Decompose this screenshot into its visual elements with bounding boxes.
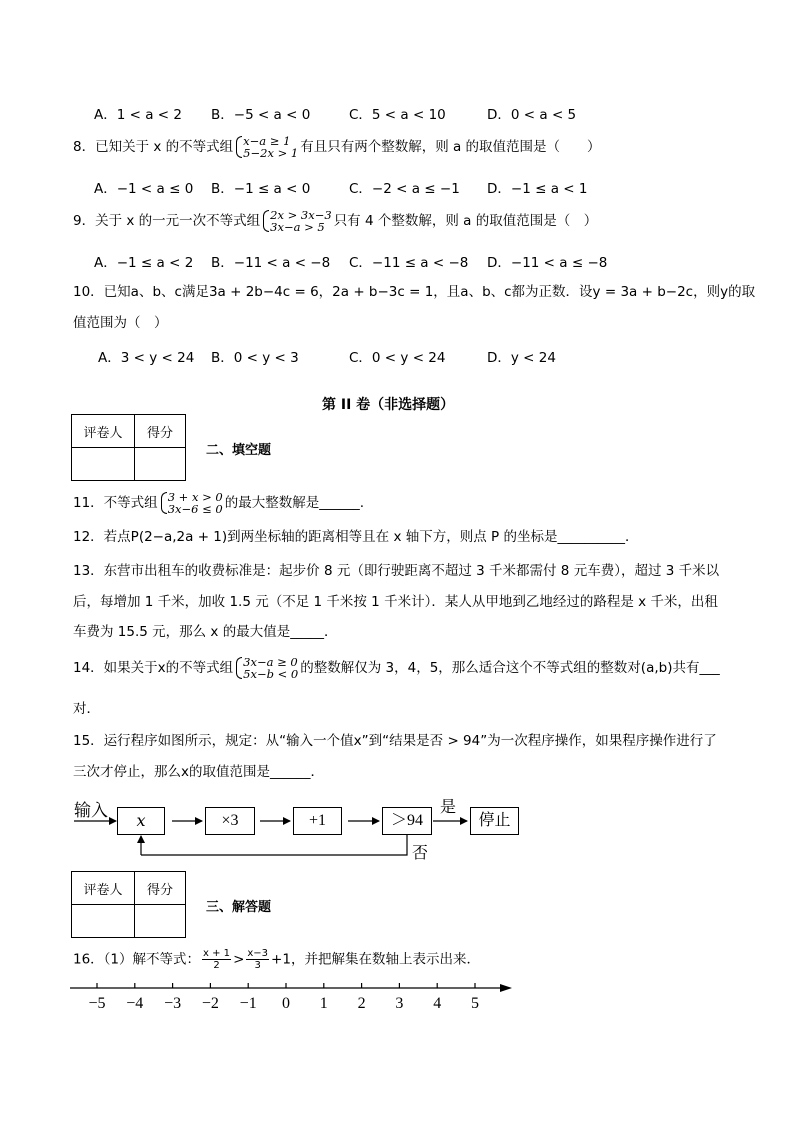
number-line-tick-label: 5 bbox=[471, 995, 479, 1012]
q8-option-b: B．−1 ≤ a < 0 bbox=[211, 181, 311, 197]
q8-option-c: C．−2 < a ≤ −1 bbox=[349, 181, 460, 197]
grader-cell bbox=[72, 905, 135, 938]
grader-col2-header: 得分 bbox=[135, 415, 186, 448]
q10-option-c: C．0 < y < 24 bbox=[349, 350, 446, 366]
number-line-tick-label: 1 bbox=[319, 995, 328, 1012]
q7-option-c: C．5 < a < 10 bbox=[349, 107, 446, 123]
q11-prefix: 11．不等式组 bbox=[73, 495, 158, 511]
flow-box-stop: 停止 bbox=[470, 807, 519, 835]
number-line bbox=[0, 970, 794, 1020]
q9-option-a: A．−1 ≤ a < 2 bbox=[94, 255, 194, 271]
q7-option-a: A．1 < a < 2 bbox=[94, 107, 182, 123]
q8-sys-line2: 5−2x > 1 bbox=[243, 146, 299, 160]
section-2-title: 第 II 卷（非选择题） bbox=[322, 397, 455, 413]
q9-sys-line1: 2x > 3x−3 bbox=[270, 208, 332, 222]
score-cell bbox=[135, 905, 186, 938]
q8-suffix: 有且只有两个整数解，则 a 的取值范围是（ ） bbox=[300, 139, 601, 155]
q16-frac2-den: 3 bbox=[254, 960, 261, 971]
q8-option-a: A．−1 < a ≤ 0 bbox=[94, 181, 194, 197]
q9-option-d: D．−11 < a ≤ −8 bbox=[487, 255, 608, 271]
number-line-arrowhead bbox=[500, 984, 512, 992]
grader-col1-header: 评卷人 bbox=[72, 872, 135, 905]
grader-col2-header: 得分 bbox=[135, 872, 186, 905]
q8-sys-line1: x−a ≥ 1 bbox=[243, 134, 291, 148]
q16-frac2-num: x−3 bbox=[247, 948, 269, 959]
number-line-tick-label: 4 bbox=[433, 995, 442, 1012]
number-line-tick-label: −2 bbox=[201, 995, 219, 1012]
q7-option-b: B．−5 < a < 0 bbox=[211, 107, 311, 123]
arrow-no-loop bbox=[141, 835, 407, 855]
number-line-tick-label: −5 bbox=[88, 995, 106, 1012]
q16-prefix: 16．（1）解不等式： bbox=[73, 951, 201, 968]
q11-suffix: 的最大整数解是______. bbox=[224, 495, 365, 511]
flow-box-x-text: x bbox=[136, 811, 146, 830]
q14-sys-line2: 5x−b < 0 bbox=[243, 667, 299, 681]
q9-option-b: B．−11 < a < −8 bbox=[211, 255, 331, 271]
q13-line3: 车费为 15.5 元，那么 x 的最大值是_____． bbox=[73, 624, 338, 640]
grader-col1-header: 评卷人 bbox=[72, 415, 135, 448]
q15-line1: 15．运行程序如图所示，规定：从“输入一个值x”到“结果是否 > 94”为一次程序操作，如果程序操作进行了 bbox=[73, 733, 717, 749]
grader-table-2 bbox=[71, 871, 186, 938]
q9-suffix: 只有 4 个整数解，则 a 的取值范围是（ ） bbox=[333, 213, 598, 229]
q9-prefix: 9．关于 x 的一元一次不等式组 bbox=[73, 213, 261, 229]
question-12: 12．若点P(2−a,2a + 1)到两坐标轴的距离相等且在 x 轴下方，则点 P 的坐标是__________． bbox=[73, 529, 639, 545]
q13-line1: 13．东营市出租车的收费标准是：起步价 8 元（即行驶距离不超过 3 千米都需付 8 元车费），超过 3 千米以 bbox=[73, 563, 720, 579]
q16-gt: > bbox=[233, 951, 245, 968]
section-2-heading: 二、填空题 bbox=[206, 443, 272, 458]
flow-box-plus1: +1 bbox=[293, 807, 342, 835]
flow-yes-label: 是 bbox=[440, 799, 457, 816]
number-line-tick-label: −4 bbox=[126, 995, 144, 1012]
number-line-tick-label: −3 bbox=[164, 995, 182, 1012]
q16-frac1-den: 2 bbox=[213, 960, 220, 971]
number-line-tick-label: 0 bbox=[282, 995, 290, 1012]
q9-sys-line2: 3x−a > 5 bbox=[270, 220, 325, 234]
q14-sys-line1: 3x−a ≥ 0 bbox=[243, 655, 298, 669]
q10-line2: 值范围为（ ） bbox=[73, 315, 168, 331]
number-line-tick-label: 2 bbox=[357, 995, 366, 1012]
q13-line2: 后，每增加 1 千米，加收 1.5 元（不足 1 千米按 1 千米计）．某人从甲地到乙地经过的路程是 x 千米，出租 bbox=[73, 594, 718, 610]
flow-box-times3: ×3 bbox=[205, 807, 255, 835]
q10-line1: 10．已知a、b、c满足3a + 2b−4c = 6，2a + b−3c = 1，且a、b、c都为正数．设y = 3a + b−2c，则y的取 bbox=[73, 284, 756, 300]
flow-no-label: 否 bbox=[412, 845, 429, 862]
q9-option-c: C．−11 ≤ a < −8 bbox=[349, 255, 469, 271]
flow-box-gt94: ＞94 bbox=[382, 807, 432, 835]
question-16 bbox=[73, 948, 480, 971]
number-line-tick-label: −1 bbox=[239, 995, 257, 1012]
q16-frac1-num: x + 1 bbox=[203, 948, 231, 959]
q7-option-d: D．0 < a < 5 bbox=[487, 107, 577, 123]
flow-input-label: 输入 bbox=[74, 801, 108, 820]
q14-prefix: 14．如果关于x的不等式组 bbox=[73, 660, 234, 676]
q15-line2: 三次才停止，那么x的取值范围是______． bbox=[73, 764, 324, 780]
number-line-tick-label: 3 bbox=[395, 995, 404, 1012]
q10-option-a: A．3 < y < 24 bbox=[98, 350, 195, 366]
q8-prefix: 8．已知关于 x 的不等式组 bbox=[73, 139, 234, 155]
section-3-heading: 三、解答题 bbox=[206, 900, 272, 915]
q14-line2: 对． bbox=[73, 701, 100, 717]
q16-fraction-2 bbox=[246, 948, 269, 971]
q11-sys-line2: 3x−6 ≤ 0 bbox=[167, 502, 223, 516]
q16-fraction-1 bbox=[202, 948, 231, 971]
q11-sys-line1: 3 + x > 0 bbox=[167, 490, 223, 504]
q10-option-b: B．0 < y < 3 bbox=[211, 350, 299, 366]
q8-option-d: D．−1 ≤ a < 1 bbox=[487, 181, 588, 197]
q16-suffix: +1，并把解集在数轴上表示出来． bbox=[271, 951, 480, 968]
q10-option-d: D．y < 24 bbox=[487, 350, 556, 366]
q14-suffix: 的整数解仅为 3，4，5，那么适合这个不等式组的整数对(a,b)共有___ bbox=[300, 660, 720, 676]
